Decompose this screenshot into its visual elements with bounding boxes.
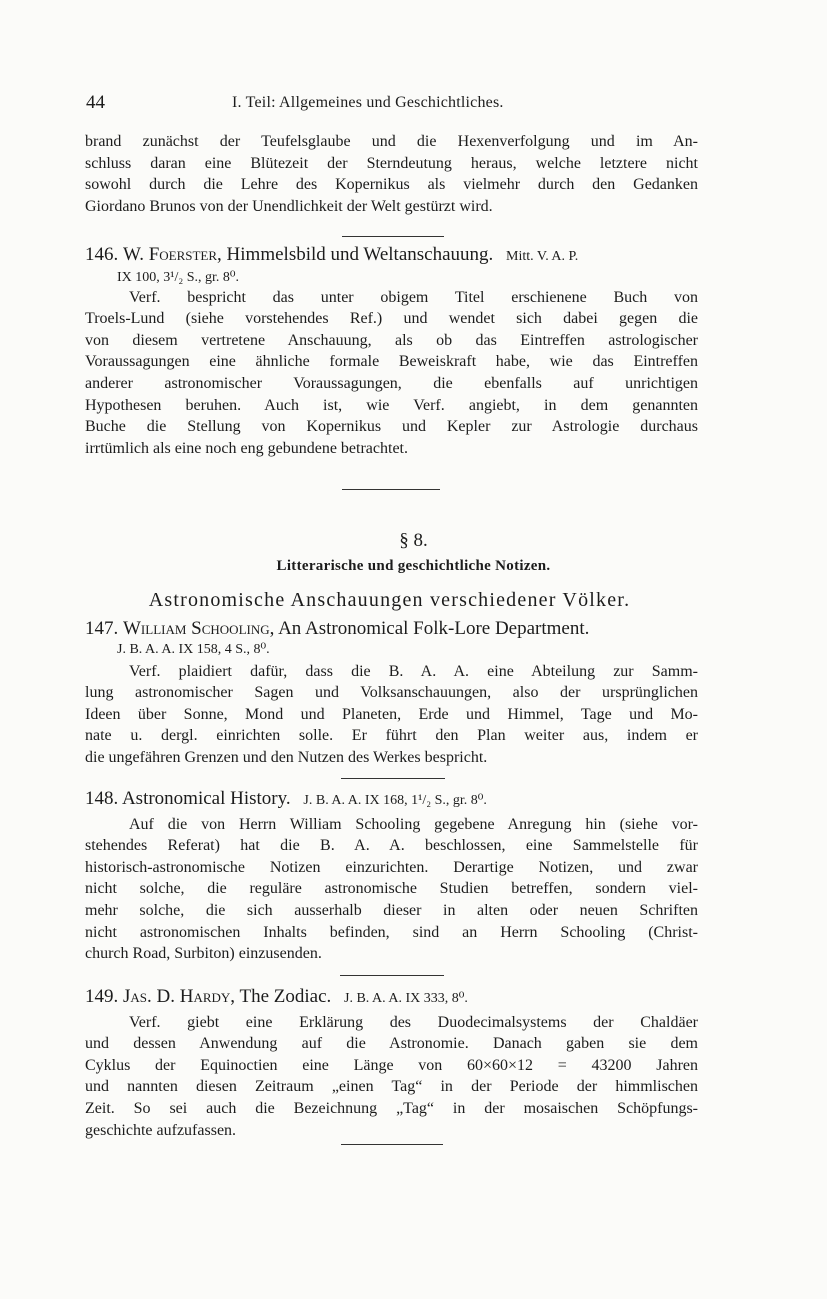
entry-146 [85,244,698,459]
body-line: Ideen über Sonne, Mond und Planeten, Erde und Himmel, Tage und Mo- [85,705,698,723]
entry-number: 146. [85,244,119,265]
entry-148 [85,788,698,965]
section-number: § 8. [399,530,428,551]
entry-147 [85,618,698,769]
body-line: irrtümlich als eine noch eng gebundene betrachtet. [85,439,408,457]
body-line: Buche die Stellung von Kopernikus und Kepler zur Astrologie durchaus [85,418,698,436]
entry-body [85,814,698,965]
section-subtitle: Astronomische Anschauungen verschiedener Völker. [148,589,631,611]
entry-number: 148. [85,788,119,809]
body-line: Verf. bespricht das unter obigem Titel erschienene Buch von [129,288,698,306]
entry-author: William Schooling, [123,618,275,639]
body-line: geschichte aufzufassen. [85,1121,237,1139]
page-number: 44 [86,92,105,113]
separator-rule [341,778,445,779]
entry-number: 147. [85,618,119,639]
intro-text [85,131,698,217]
body-line: Voraussagungen eine ähnliche formale Beweiskraft habe, wie das Eintreffen [85,353,698,371]
section-title: Litterarische und geschichtliche Notizen. [276,558,551,574]
entry-number: 149. [85,986,119,1007]
body-line: und dessen Anwendung auf die Astronomie. Danach gaben sie dem [85,1035,698,1053]
body-line: historisch-astronomische Notizen einzurichten. Derartige Notizen, und zwar [85,858,698,876]
body-line: stehendes Referat) hat die B. A. A. beschlossen, eine Sammelstelle für [85,837,698,855]
body-line: und nannten diesen Zeitraum „einen Tag“ in der Periode der himmlischen [85,1078,698,1096]
entry-heading [85,244,698,268]
body-line: anderer astronomischer Voraussagungen, die ebenfalls auf unrichtigen [85,374,698,392]
separator-rule [340,975,444,976]
body-line: Cyklus der Equinoctien eine Länge von 60×60×12 = 43200 Jahren [85,1056,698,1074]
intro-line: sowohl durch die Lehre des Kopernikus als vielmehr durch den Gedanken [85,176,698,194]
body-line: Zeit. So sei auch die Bezeichnung „Tag“ in der mosaischen Schöpfungs- [85,1099,698,1117]
body-line: church Road, Surbiton) einzusenden. [85,945,322,963]
entry-body [85,287,698,460]
intro-line: brand zunächst der Teufelsglaube und die Hexenverfolgung und im An- [85,133,698,150]
entry-title: The Zodiac. [239,986,332,1007]
entry-149 [85,986,698,1141]
body-line: die ungefähren Grenzen und den Nutzen des Werkes bespricht. [85,748,488,766]
entry-heading [85,986,698,1010]
entry-author: Jas. D. Hardy, [123,986,236,1007]
entry-title: Himmelsbild und Weltanschauung. [226,244,494,265]
body-line: mehr solche, die sich ausserhalb dieser in alten oder neuen Schriften [85,901,698,919]
body-line: nate u. dergl. einrichten solle. Er führt den Plan weiter aus, indem er [85,727,698,745]
entry-body [85,1012,698,1142]
entry-heading [85,618,698,640]
entry-heading [85,788,698,812]
separator-rule [341,1144,443,1145]
entry-source: J. B. A. A. IX 158, 4 S., 8⁰. [117,641,270,657]
body-line: von diesem vertretene Anschauung, als ob das Eintreffen astrologischer [85,331,698,349]
entry-title: Astronomical History. [121,788,291,809]
body-line: Verf. giebt eine Erklärung des Duodecimalsystems der Chaldäer [129,1013,698,1031]
body-line: Troels-Lund (siehe vorstehendes Ref.) und wendet sich dabei gegen die [85,310,698,328]
intro-line: schluss daran eine Blütezeit der Sterndeutung heraus, welche letztere nicht [85,154,698,172]
body-line: lung astronomischer Sagen und Volksanschauungen, also der ursprünglichen [85,684,698,702]
entry-body [85,661,698,769]
entry-author: W. Foerster, [123,244,222,265]
body-line: Hypothesen beruhen. Auch ist, wie Verf. angiebt, in dem genannten [85,396,698,414]
entry-title: An Astronomical Folk-Lore Department. [278,618,590,639]
separator-rule [342,489,440,490]
entry-source: Mitt. V. A. P. [506,249,579,264]
intro-line: Giordano Brunos von der Unendlichkeit der Welt gestürzt wird. [85,197,493,215]
body-line: Verf. plaidiert dafür, dass die B. A. A. eine Abteilung zur Samm- [129,662,698,680]
entry-source-detail: IX 100, 3¹/₂ S., gr. 8⁰. [117,269,240,285]
running-title: I. Teil: Allgemeines und Geschichtliches. [232,94,504,111]
separator-rule [342,236,444,237]
entry-source: J. B. A. A. IX 168, 1¹/₂ S., gr. 8⁰. [303,793,487,808]
entry-source: J. B. A. A. IX 333, 8⁰. [344,991,468,1006]
body-line: Auf die von Herrn William Schooling gegebene Anregung hin (siehe vor- [129,815,698,833]
body-line: nicht solche, die reguläre astronomische Studien betreffen, sondern viel- [85,880,698,898]
body-line: nicht astronomischen Inhalts befinden, sind an Herrn Schooling (Christ- [85,923,698,941]
